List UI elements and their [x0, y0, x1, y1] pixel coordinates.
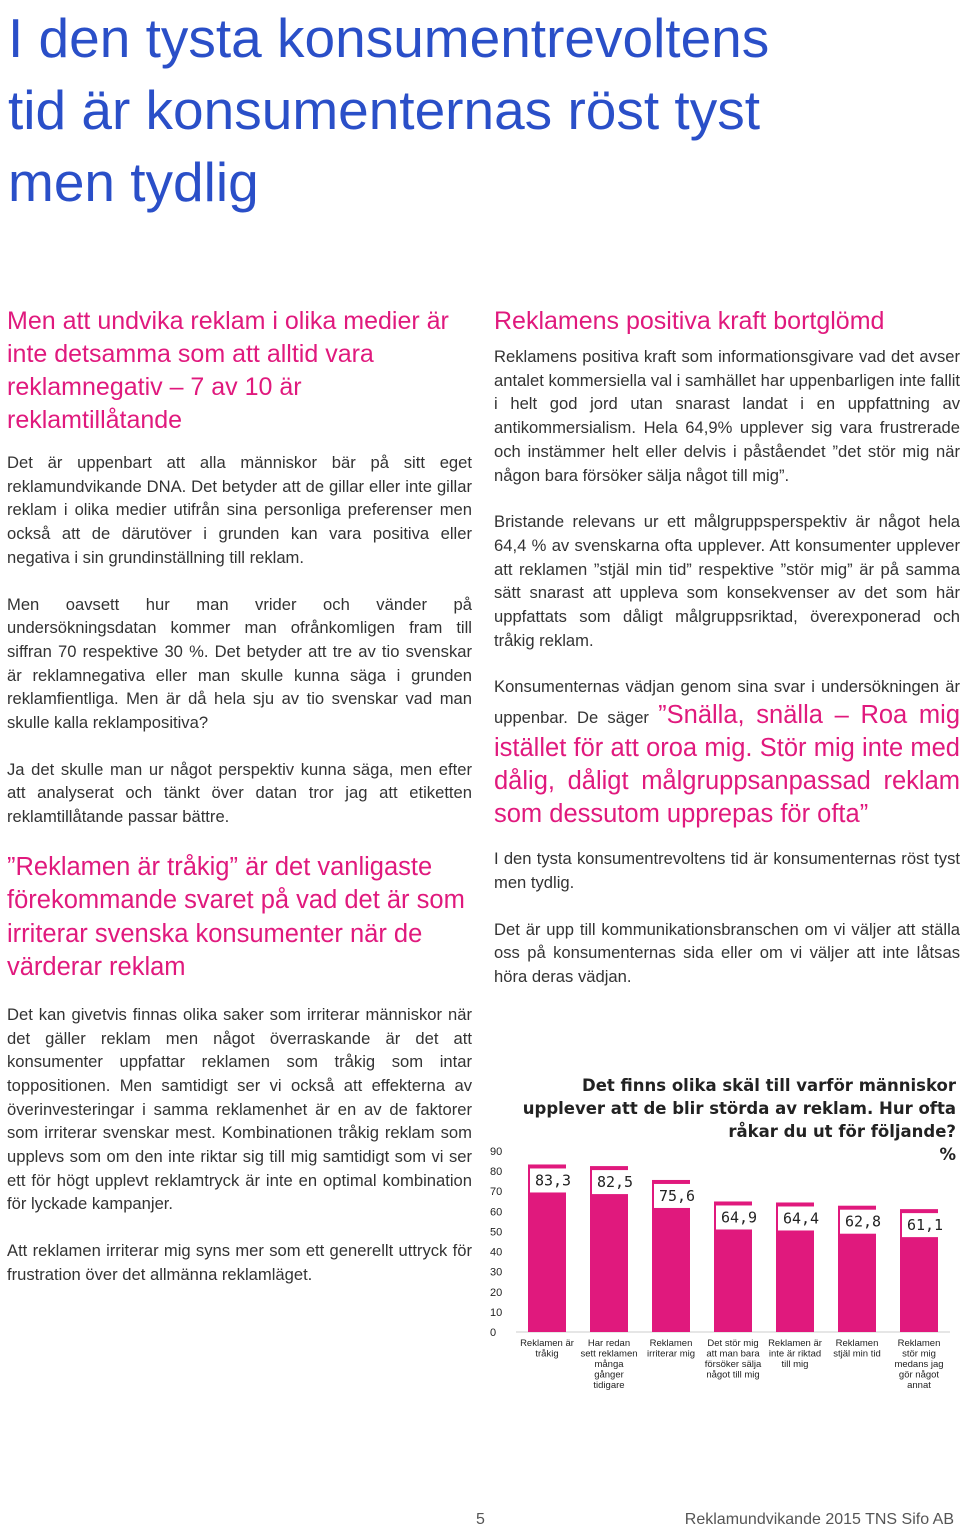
y-tick-label: 70: [490, 1186, 503, 1199]
y-tick-label: 60: [490, 1206, 503, 1219]
category-label: stör mig: [902, 1348, 936, 1360]
left-subheading: Men att undvika reklam i olika medier är inte detsamma som att alltid vara reklamnegativ – 7 av 10 är reklamtillåtande: [7, 307, 449, 434]
category-label: Reklamen: [649, 1338, 693, 1349]
bar-chart: [488, 1074, 960, 1404]
category-label: gör något: [898, 1369, 940, 1381]
right-paragraph-5: Det är upp till kommunikationsbranschen om vi väljer att ställa oss på konsumenternas sida eller om vi väljer att inte låtsas höra deras vädjan.: [494, 919, 960, 986]
left-paragraph-5: Att reklamen irriterar mig syns mer som ett generellt uttryck för frustration över det allmänna reklamläget.: [7, 1241, 472, 1284]
category-label: något till mig: [706, 1369, 760, 1381]
pull-quote: ”Reklamen är tråkig” är det vanligaste förekommande svaret på vad det är som irriterar svenska konsumenter när de värderar reklam: [7, 852, 465, 982]
right-paragraph-4: I den tysta konsumentrevoltens tid är konsumenternas röst tyst men tydlig.: [494, 849, 960, 892]
right-column: [494, 303, 960, 989]
right-paragraph-3-lead: Konsumenternas vädjan genom sina svar i undersökningen är uppenbar. De säger: [494, 677, 960, 728]
value-label: 75,6: [658, 1186, 696, 1205]
chart-title-line-2: upplever att de blir störda av reklam. Hur ofta: [522, 1099, 956, 1118]
title-line-1: I den tysta konsumentrevoltens: [8, 7, 770, 69]
category-label: tidigare: [593, 1380, 625, 1391]
category-label: Reklamen: [897, 1338, 941, 1349]
right-paragraph-1: Reklamens positiva kraft som informationsgivare vad det avser antalet kommersiella val i samhället har uppenbarligen inte fallit i helt god jord utan snarast landat i en uppfattning av antikommersialism. Hela 64,9% upplever sig vara frustrerade och instämmer helt eller delvis i påståendet ”det stör mig när någon bara försöker sälja något till mig”.: [494, 347, 960, 485]
title-line-3: men tydlig: [8, 151, 259, 213]
category-label: irriterar mig: [646, 1348, 696, 1360]
category-label: att man bara: [706, 1348, 760, 1360]
chart-unit-label: %: [939, 1145, 956, 1164]
category-label: tråkig: [535, 1348, 559, 1360]
category-label: stjäl min tid: [833, 1348, 881, 1360]
left-paragraph-4: Det kan givetvis finnas olika saker som irriterar människor när det gäller reklam men något överraskande är det att konsumenter uppfattar reklamen som tråkig som intar toppositionen. Men samtidigt ser vi också att effekterna av överinvesteringar i samma reklamenhet är en av de faktorer som irriterar svenskar mest. Kombinationen tråkig reklam som upplevs som om den inte riktar sig till mig samtidigt som vi ser ett för högt upplevt reklamtryck är inte en optimal kombination för lyckade kampanjer.: [7, 1004, 472, 1214]
category-label: Reklamen är: [520, 1338, 574, 1349]
y-tick-label: 50: [490, 1226, 503, 1239]
category-label: försöker sälja: [704, 1359, 762, 1370]
page-number: 5: [476, 1511, 485, 1528]
left-paragraph-2: Men oavsett hur man vrider och vänder på undersökningsdatan kommer man ofrånkomligen fram till siffran 70 respektive 30 %. Det betyder att tre av tio svenskar är reklamnegativa eller man skulle kunna säga i grunden reklamfientliga. Men är då hela sju av tio svenskar vad man skulle kalla reklampositiva?: [7, 594, 472, 733]
page-title: [8, 2, 948, 218]
category-label: sett reklamen: [580, 1348, 638, 1360]
right-paragraph-2: Bristande relevans ur ett målgruppsperspektiv är något hela 64,4 % av svenskarna ofta upplever. Att konsumenter upplever att reklamen ”stjäl min tid” respektive ”stör mig” är på samma sätt snarast att uppleva som konsekvenser av det som här uppfattats som dåligt målgruppsriktad, överexponerad och tråkig reklam.: [494, 512, 960, 650]
y-tick-label: 40: [490, 1246, 503, 1259]
category-label: inte är riktad: [768, 1348, 822, 1360]
value-label: 82,5: [596, 1173, 634, 1192]
y-tick-label: 20: [490, 1286, 503, 1299]
value-label: 61,1: [906, 1216, 944, 1235]
chart-title-line-3: råkar du ut för följande?: [728, 1122, 956, 1141]
chart-title-line-1: Det finns olika skäl till varför människor: [582, 1076, 956, 1095]
y-tick-label: 10: [490, 1306, 503, 1319]
consumer-quote: ”Snälla, snälla – Roa mig istället för att oroa mig. Stör mig inte med dålig, dåligt målgruppsanpassad reklam som dessutom upprepas för ofta”: [494, 701, 960, 829]
left-paragraph-1: Det är uppenbart att alla människor bär på sitt eget reklamundvikande DNA. Det betyder att de gillar eller inte gillar reklam i olika medier utifrån sina personliga preferenser men också att de därutöver i grunden kan vara positiva eller negativa i sin grundinställning till reklam.: [7, 453, 472, 567]
chart-title: [486, 1074, 956, 1166]
left-paragraph-3: Ja det skulle man ur något perspektiv kunna säga, men efter att analyserat och tänkt över datan tror jag att etiketten reklamtillåtande passar bättre.: [7, 759, 472, 827]
value-label: 83,3: [534, 1171, 572, 1190]
y-tick-label: 0: [490, 1327, 497, 1339]
footer-text: Reklamundvikande 2015 TNS Sifo AB: [684, 1511, 954, 1528]
category-label: Reklamen är: [768, 1338, 822, 1349]
right-subheading: Reklamens positiva kraft bortglömd: [494, 307, 885, 335]
y-tick-label: 90: [490, 1146, 503, 1158]
category-label: medans jag: [894, 1359, 944, 1370]
category-label: många: [594, 1359, 624, 1370]
category-label: Har redan: [587, 1338, 631, 1349]
right-paragraph-3: [494, 675, 960, 831]
value-label: 62,8: [844, 1212, 882, 1231]
title-line-2: tid är konsumenternas röst tyst: [8, 79, 760, 141]
y-tick-label: 80: [490, 1166, 503, 1179]
category-label: Reklamen: [835, 1338, 879, 1349]
category-label: Det stör mig: [707, 1338, 759, 1349]
y-tick-label: 30: [490, 1266, 503, 1279]
left-column: [7, 303, 472, 1287]
value-label: 64,9: [720, 1208, 758, 1227]
value-label: 64,4: [782, 1209, 820, 1228]
category-label: till mig: [781, 1359, 809, 1370]
category-label: annat: [907, 1380, 931, 1391]
category-label: gånger: [594, 1369, 624, 1381]
